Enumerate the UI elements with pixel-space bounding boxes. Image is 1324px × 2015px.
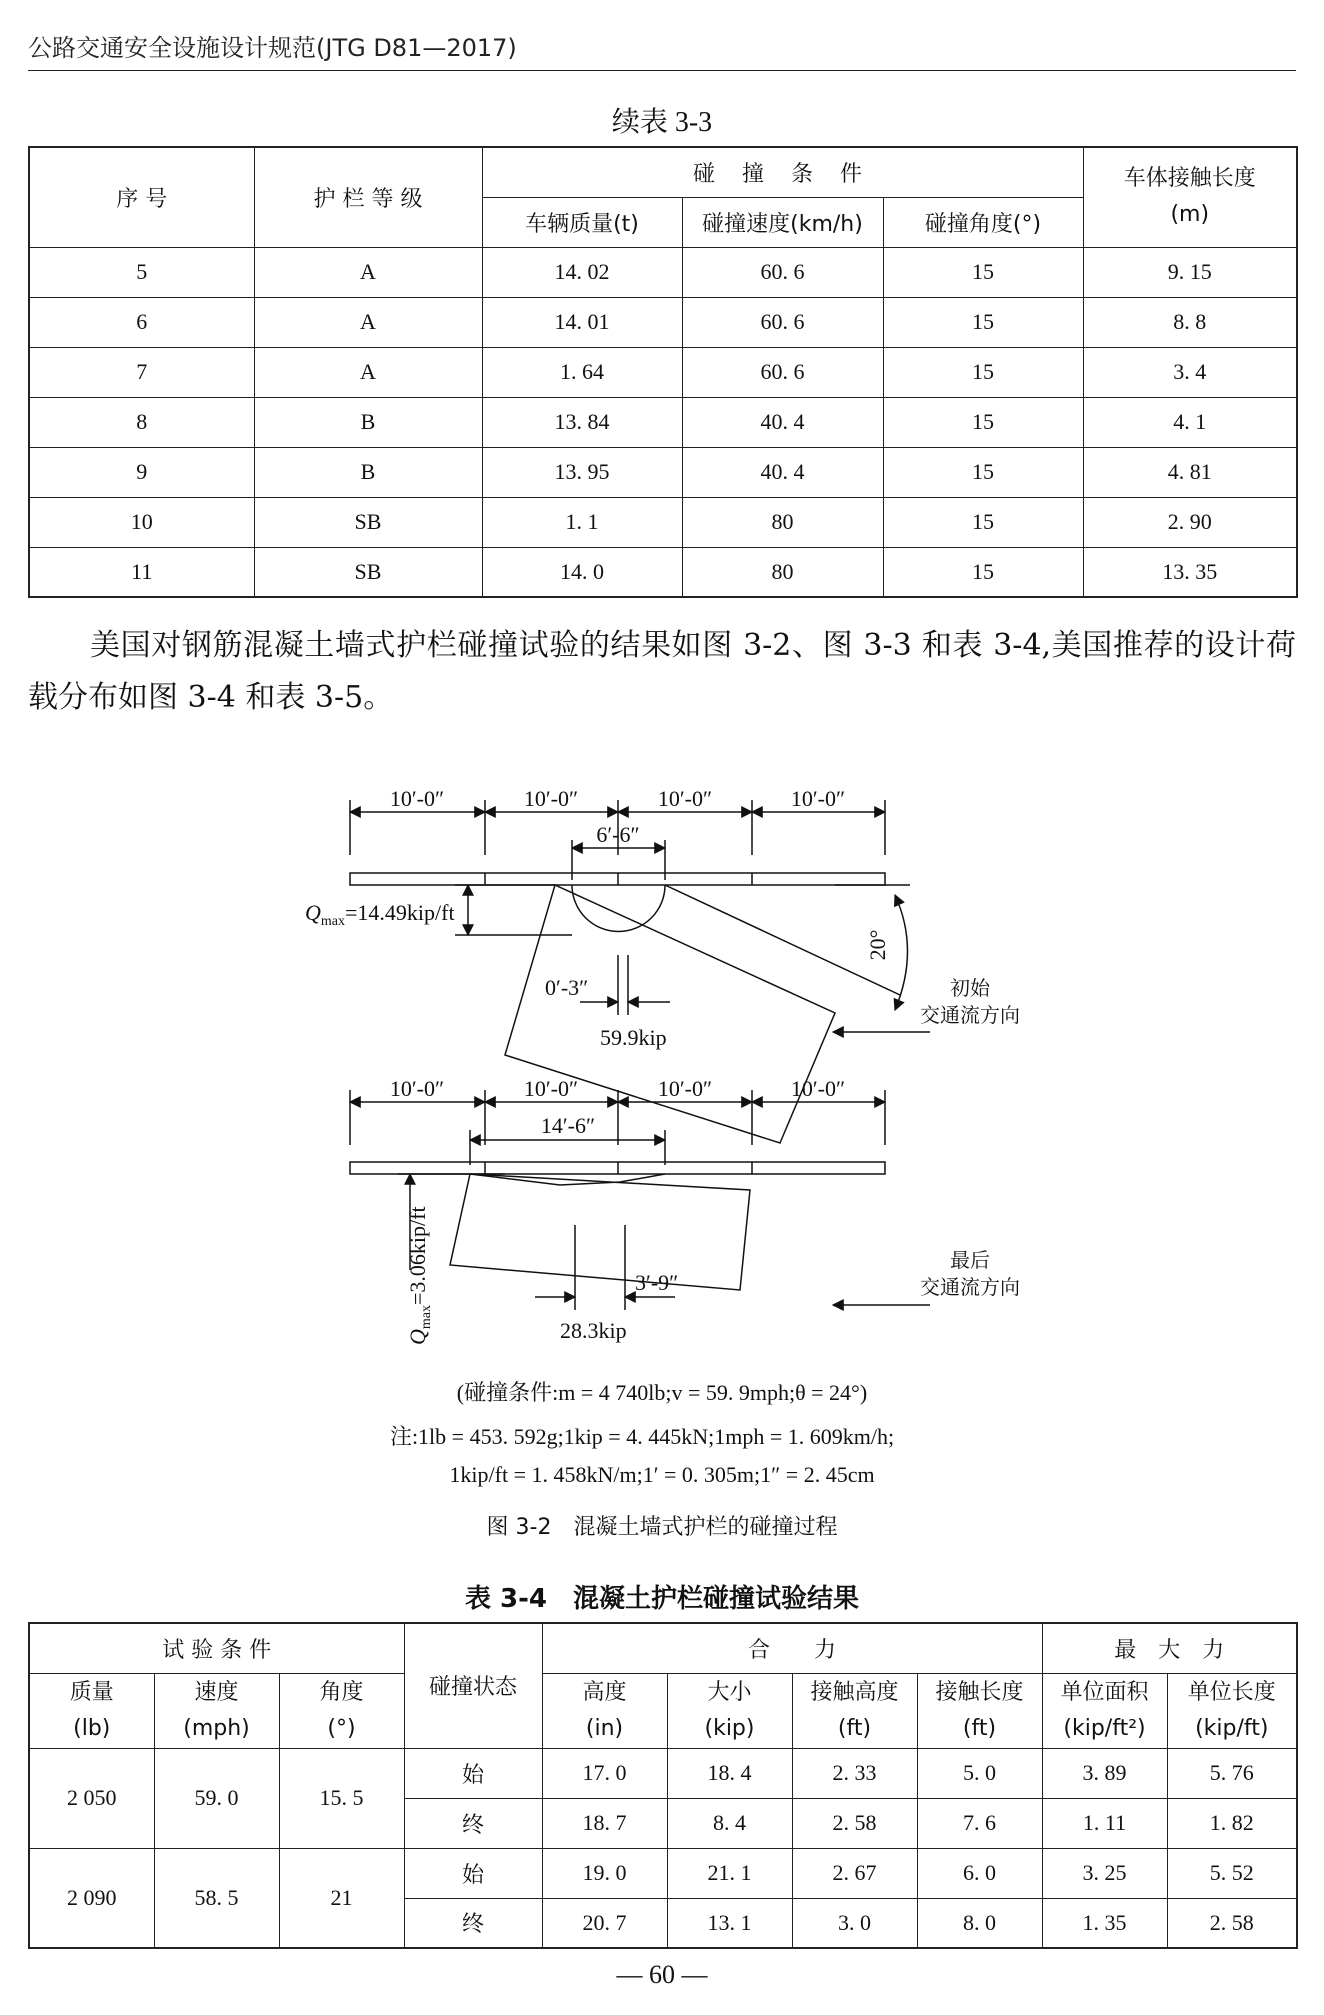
cell-index: 10 <box>29 497 254 547</box>
bottom-span-3: 10′-0″ <box>657 1076 713 1101</box>
bottom-qmax-value: =3.06kip/ft <box>405 1206 430 1305</box>
cell-angle: 15 <box>883 497 1083 547</box>
top-force-label: 59.9kip <box>600 1025 667 1050</box>
cell-speed: 60. 6 <box>682 297 883 347</box>
top-flow-label-2: 交通流方向 <box>920 1005 1020 1027</box>
header-contact-length-unit: (ft) <box>962 1715 997 1741</box>
body-paragraph: 美国对钢筋混凝土墙式护栏碰撞试验的结果如图 3-2、图 3-3 和表 3-4,美国推荐的设计荷载分布如图 3-4 和表 3-5。 <box>28 628 1296 715</box>
header-rule <box>28 70 1296 71</box>
cell-per-length: 5. 52 <box>1167 1848 1297 1898</box>
cell-contact-length: 5. 0 <box>917 1748 1042 1798</box>
cell-level: A <box>254 297 482 347</box>
table-3-4-body <box>29 1748 1297 1948</box>
header-mass-unit: (lb) <box>73 1715 111 1741</box>
cell-per-area: 1. 35 <box>1042 1898 1167 1948</box>
header-contact-height-unit: (ft) <box>837 1715 872 1741</box>
cell-level: B <box>254 447 482 497</box>
cell-length: 2. 90 <box>1083 497 1297 547</box>
cell-magnitude: 21. 1 <box>667 1848 792 1898</box>
cell-speed: 60. 6 <box>682 247 883 297</box>
header-impact-angle: 碰撞角度(°) <box>883 197 1083 247</box>
header-index: 序 号 <box>29 147 254 247</box>
cell-index: 6 <box>29 297 254 347</box>
top-qmax-symbol: Q <box>305 900 321 925</box>
header-speed-unit: (mph) <box>183 1715 250 1741</box>
header-angle-unit: (°) <box>327 1715 356 1741</box>
cell-speed: 60. 6 <box>682 347 883 397</box>
collision-diagram <box>280 770 1040 1370</box>
header-resultant-force: 合 力 <box>542 1623 1042 1673</box>
cell-contact-length: 8. 0 <box>917 1898 1042 1948</box>
cell-speed: 40. 4 <box>682 397 883 447</box>
cell-state: 始 <box>404 1848 542 1898</box>
cell-state: 终 <box>404 1898 542 1948</box>
bottom-span-2: 10′-0″ <box>523 1076 579 1101</box>
page-number: — 60 — <box>616 1960 708 1989</box>
table-3-4-caption: 表 3-4 混凝土护栏碰撞试验结果 <box>464 1584 860 1614</box>
cell-speed: 40. 4 <box>682 447 883 497</box>
cell-level: B <box>254 397 482 447</box>
cell-state: 终 <box>404 1798 542 1848</box>
cell-magnitude: 13. 1 <box>667 1898 792 1948</box>
header-max-force: 最 大 力 <box>1042 1623 1297 1673</box>
table-row <box>29 1848 1297 1898</box>
cell-speed: 59. 0 <box>154 1748 279 1848</box>
bottom-flow-label-1: 最后 <box>950 1250 990 1272</box>
cell-magnitude: 8. 4 <box>667 1798 792 1848</box>
cell-index: 7 <box>29 347 254 397</box>
header-height-name: 高度 <box>582 1679 627 1705</box>
cell-mass: 2 050 <box>29 1748 154 1848</box>
cell-angle: 15 <box>883 547 1083 597</box>
header-magnitude-unit: (kip) <box>704 1715 755 1741</box>
figure-title: 图 3-2 混凝土墙式护栏的碰撞过程 <box>486 1515 838 1540</box>
top-span-1: 10′-0″ <box>389 786 445 811</box>
cell-mass: 14. 01 <box>482 297 682 347</box>
top-flow-label-1: 初始 <box>950 978 990 1000</box>
header-per-area-unit: (kip/ft²) <box>1063 1715 1146 1741</box>
header-mass-name: 质量 <box>69 1679 114 1705</box>
cell-index: 8 <box>29 397 254 447</box>
header-collision-state: 碰撞状态 <box>404 1623 542 1748</box>
header-test-conditions: 试 验 条 件 <box>29 1623 404 1673</box>
table-row <box>29 297 1297 347</box>
table-3-3 <box>28 146 1298 598</box>
cell-state: 始 <box>404 1748 542 1798</box>
figure-3-2 <box>280 770 1040 1375</box>
top-labels <box>305 786 1020 1050</box>
header-vehicle-mass: 车辆质量(t) <box>482 197 682 247</box>
header-contact-length <box>917 1673 1042 1748</box>
header-speed <box>154 1673 279 1748</box>
header-mass <box>29 1673 154 1748</box>
header-angle-name: 角度 <box>319 1679 364 1705</box>
top-span-4: 10′-0″ <box>790 786 846 811</box>
cell-height: 20. 7 <box>542 1898 667 1948</box>
cell-level: A <box>254 347 482 397</box>
header-per-area <box>1042 1673 1167 1748</box>
cell-angle: 15 <box>883 347 1083 397</box>
header-height-unit: (in) <box>585 1715 624 1741</box>
header-barrier-level: 护 栏 等 级 <box>254 147 482 247</box>
cell-length: 4. 81 <box>1083 447 1297 497</box>
top-offset-label: 0′-3″ <box>545 975 589 1000</box>
cell-length: 13. 35 <box>1083 547 1297 597</box>
cell-per-area: 3. 89 <box>1042 1748 1167 1798</box>
top-qmax-label <box>305 900 455 929</box>
cell-contact-length: 7. 6 <box>917 1798 1042 1848</box>
bottom-force-label: 28.3kip <box>560 1318 627 1343</box>
header-impact-speed: 碰撞速度(km/h) <box>682 197 883 247</box>
cell-length: 3. 4 <box>1083 347 1297 397</box>
cell-level: SB <box>254 497 482 547</box>
cell-mass: 13. 95 <box>482 447 682 497</box>
cell-contact-height: 3. 0 <box>792 1898 917 1948</box>
header-per-length-unit: (kip/ft) <box>1195 1715 1269 1741</box>
figure-note-1: 注:1lb = 453. 592g;1kip = 4. 445kN;1mph = 1. 609km/h; <box>389 1424 895 1449</box>
top-span-2: 10′-0″ <box>523 786 579 811</box>
cell-length: 4. 1 <box>1083 397 1297 447</box>
cell-contact-height: 2. 67 <box>792 1848 917 1898</box>
header-magnitude <box>667 1673 792 1748</box>
cell-mass: 14. 02 <box>482 247 682 297</box>
table-row <box>29 497 1297 547</box>
cell-angle: 15. 5 <box>279 1748 404 1848</box>
bottom-span-4: 10′-0″ <box>790 1076 846 1101</box>
top-span-3: 10′-0″ <box>657 786 713 811</box>
cell-mass: 2 090 <box>29 1848 154 1948</box>
cell-contact-length: 6. 0 <box>917 1848 1042 1898</box>
cell-speed: 80 <box>682 547 883 597</box>
cell-mass: 14. 0 <box>482 547 682 597</box>
cell-per-length: 5. 76 <box>1167 1748 1297 1798</box>
cell-per-length: 2. 58 <box>1167 1898 1297 1948</box>
bottom-qmax-symbol: Q <box>405 1329 430 1345</box>
top-angle-label: 20° <box>865 929 890 961</box>
cell-index: 11 <box>29 547 254 597</box>
header-magnitude-name: 大小 <box>707 1679 752 1705</box>
bottom-offset-label: 3′-9″ <box>635 1270 679 1295</box>
cell-mass: 13. 84 <box>482 397 682 447</box>
cell-length: 9. 15 <box>1083 247 1297 297</box>
figure-note-2: 1kip/ft = 1. 458kN/m;1′ = 0. 305m;1″ = 2. 45cm <box>449 1462 875 1487</box>
header-speed-name: 速度 <box>194 1679 239 1705</box>
bottom-contact-length: 14′-6″ <box>540 1113 596 1138</box>
table-3-3-caption: 续表 3-3 <box>611 107 713 138</box>
top-qmax-value: =14.49kip/ft <box>345 900 455 925</box>
bottom-qmax-label <box>405 1206 434 1345</box>
header-contact-length: 车体接触长度(m) <box>1083 147 1297 247</box>
cell-per-area: 3. 25 <box>1042 1848 1167 1898</box>
top-qmax-sub: max <box>320 914 345 929</box>
cell-contact-height: 2. 33 <box>792 1748 917 1798</box>
table-row <box>29 397 1297 447</box>
cell-angle: 15 <box>883 397 1083 447</box>
cell-angle: 21 <box>279 1848 404 1948</box>
table-3-4 <box>28 1622 1298 1949</box>
top-contact-length: 6′-6″ <box>596 822 640 847</box>
cell-angle: 15 <box>883 297 1083 347</box>
cell-height: 18. 7 <box>542 1798 667 1848</box>
cell-magnitude: 18. 4 <box>667 1748 792 1798</box>
cell-per-length: 1. 82 <box>1167 1798 1297 1848</box>
cell-mass: 1. 1 <box>482 497 682 547</box>
running-header: 公路交通安全设施设计规范(JTG D81—2017) <box>28 34 517 62</box>
cell-level: A <box>254 247 482 297</box>
header-per-area-name: 单位面积 <box>1060 1679 1149 1705</box>
figure-conditions: (碰撞条件:m = 4 740lb;v = 59. 9mph;θ = 24°) <box>456 1380 868 1405</box>
cell-speed: 58. 5 <box>154 1848 279 1948</box>
bottom-span-1: 10′-0″ <box>389 1076 445 1101</box>
cell-height: 19. 0 <box>542 1848 667 1898</box>
cell-per-area: 1. 11 <box>1042 1798 1167 1848</box>
cell-index: 9 <box>29 447 254 497</box>
table-row <box>29 547 1297 597</box>
table-row <box>29 447 1297 497</box>
cell-angle: 15 <box>883 247 1083 297</box>
cell-angle: 15 <box>883 447 1083 497</box>
header-angle <box>279 1673 404 1748</box>
bottom-flow-label-2: 交通流方向 <box>920 1277 1020 1299</box>
table-row <box>29 347 1297 397</box>
header-collision-conditions: 碰 撞 条 件 <box>482 147 1083 197</box>
cell-mass: 1. 64 <box>482 347 682 397</box>
header-per-length-name: 单位长度 <box>1187 1679 1276 1705</box>
header-per-length <box>1167 1673 1297 1748</box>
bottom-qmax-sub: max <box>419 1305 434 1330</box>
table-row <box>29 247 1297 297</box>
cell-level: SB <box>254 547 482 597</box>
cell-speed: 80 <box>682 497 883 547</box>
cell-height: 17. 0 <box>542 1748 667 1798</box>
table-row <box>29 1748 1297 1798</box>
header-contact-height <box>792 1673 917 1748</box>
cell-contact-height: 2. 58 <box>792 1798 917 1848</box>
cell-index: 5 <box>29 247 254 297</box>
header-contact-length-name: 接触长度 <box>935 1679 1024 1705</box>
header-contact-height-name: 接触高度 <box>810 1679 899 1705</box>
cell-length: 8. 8 <box>1083 297 1297 347</box>
header-height <box>542 1673 667 1748</box>
table-3-3-body <box>29 247 1297 597</box>
